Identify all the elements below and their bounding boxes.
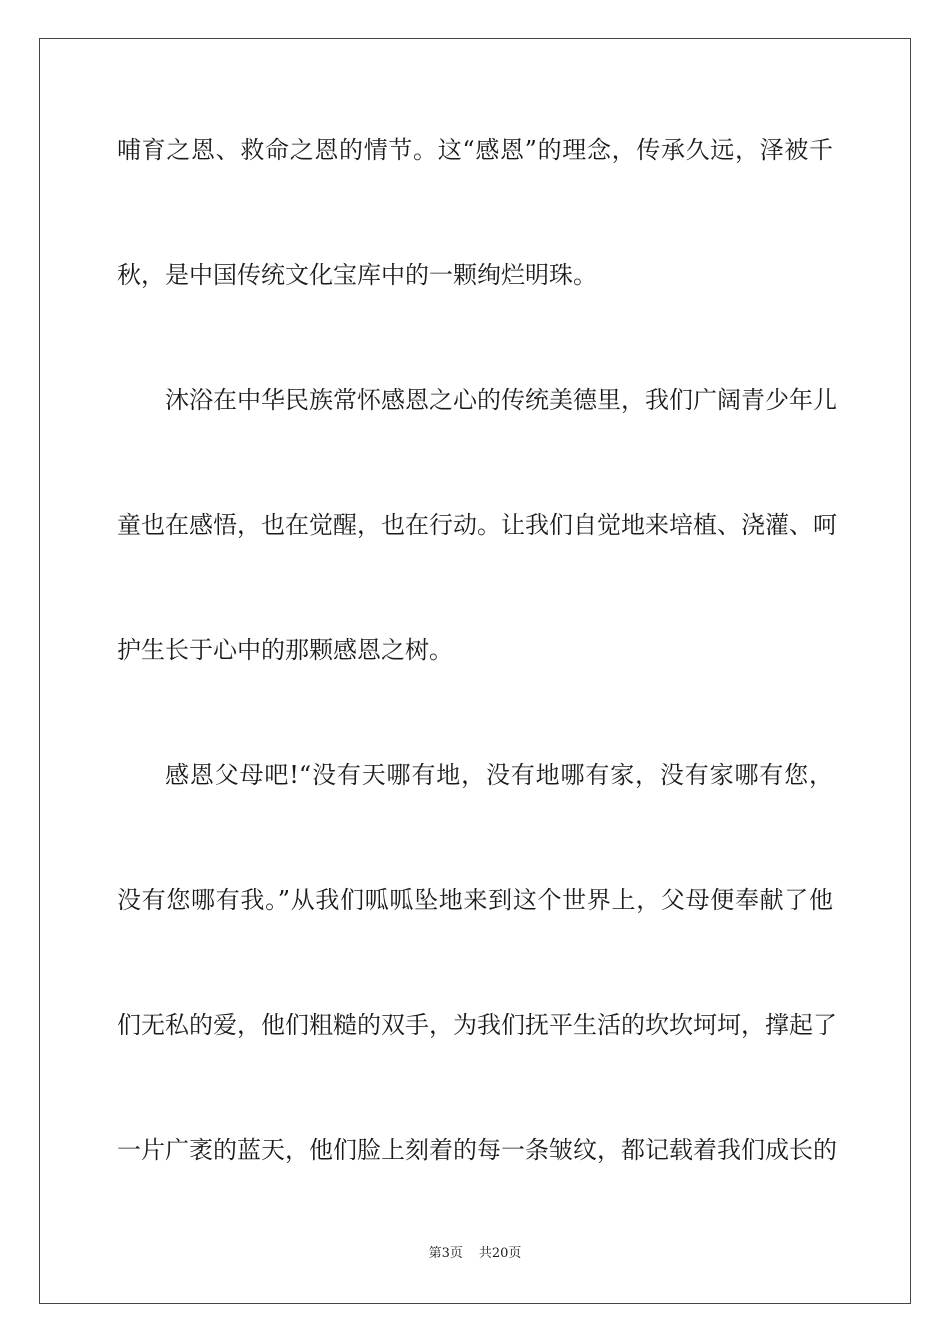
text-line-9: 一片广袤的蓝天，他们脸上刻着的每一条皱纹，都记载着我们成长的 xyxy=(117,1136,837,1164)
text-line-4: 童也在感悟，也在觉醒，也在行动。让我们自觉地来培植、浇灌、呵 xyxy=(117,511,837,539)
page-number: 第3页 xyxy=(428,1246,463,1261)
text-line-5: 护生长于心中的那颗感恩之树。 xyxy=(117,636,453,664)
paragraph-start-line-6: 感恩父母吧!“没有天哪有地，没有地哪有家，没有家哪有您， xyxy=(165,761,833,789)
page-border xyxy=(39,38,911,1304)
page-footer xyxy=(0,1246,950,1262)
text-line-2: 秋，是中国传统文化宝库中的一颗绚烂明珠。 xyxy=(117,261,597,289)
page-total: 共20页 xyxy=(478,1246,522,1261)
text-line-8: 们无私的爱，他们粗糙的双手，为我们抚平生活的坎坎坷坷，撑起了 xyxy=(117,1011,837,1039)
text-line-7: 没有您哪有我。”从我们呱呱坠地来到这个世界上，父母便奉献了他 xyxy=(117,886,833,914)
paragraph-start-line-3: 沐浴在中华民族常怀感恩之心的传统美德里，我们广阔青少年儿 xyxy=(165,386,837,414)
text-line-1: 哺育之恩、救命之恩的情节。这“感恩”的理念，传承久远，泽被千 xyxy=(117,136,833,164)
